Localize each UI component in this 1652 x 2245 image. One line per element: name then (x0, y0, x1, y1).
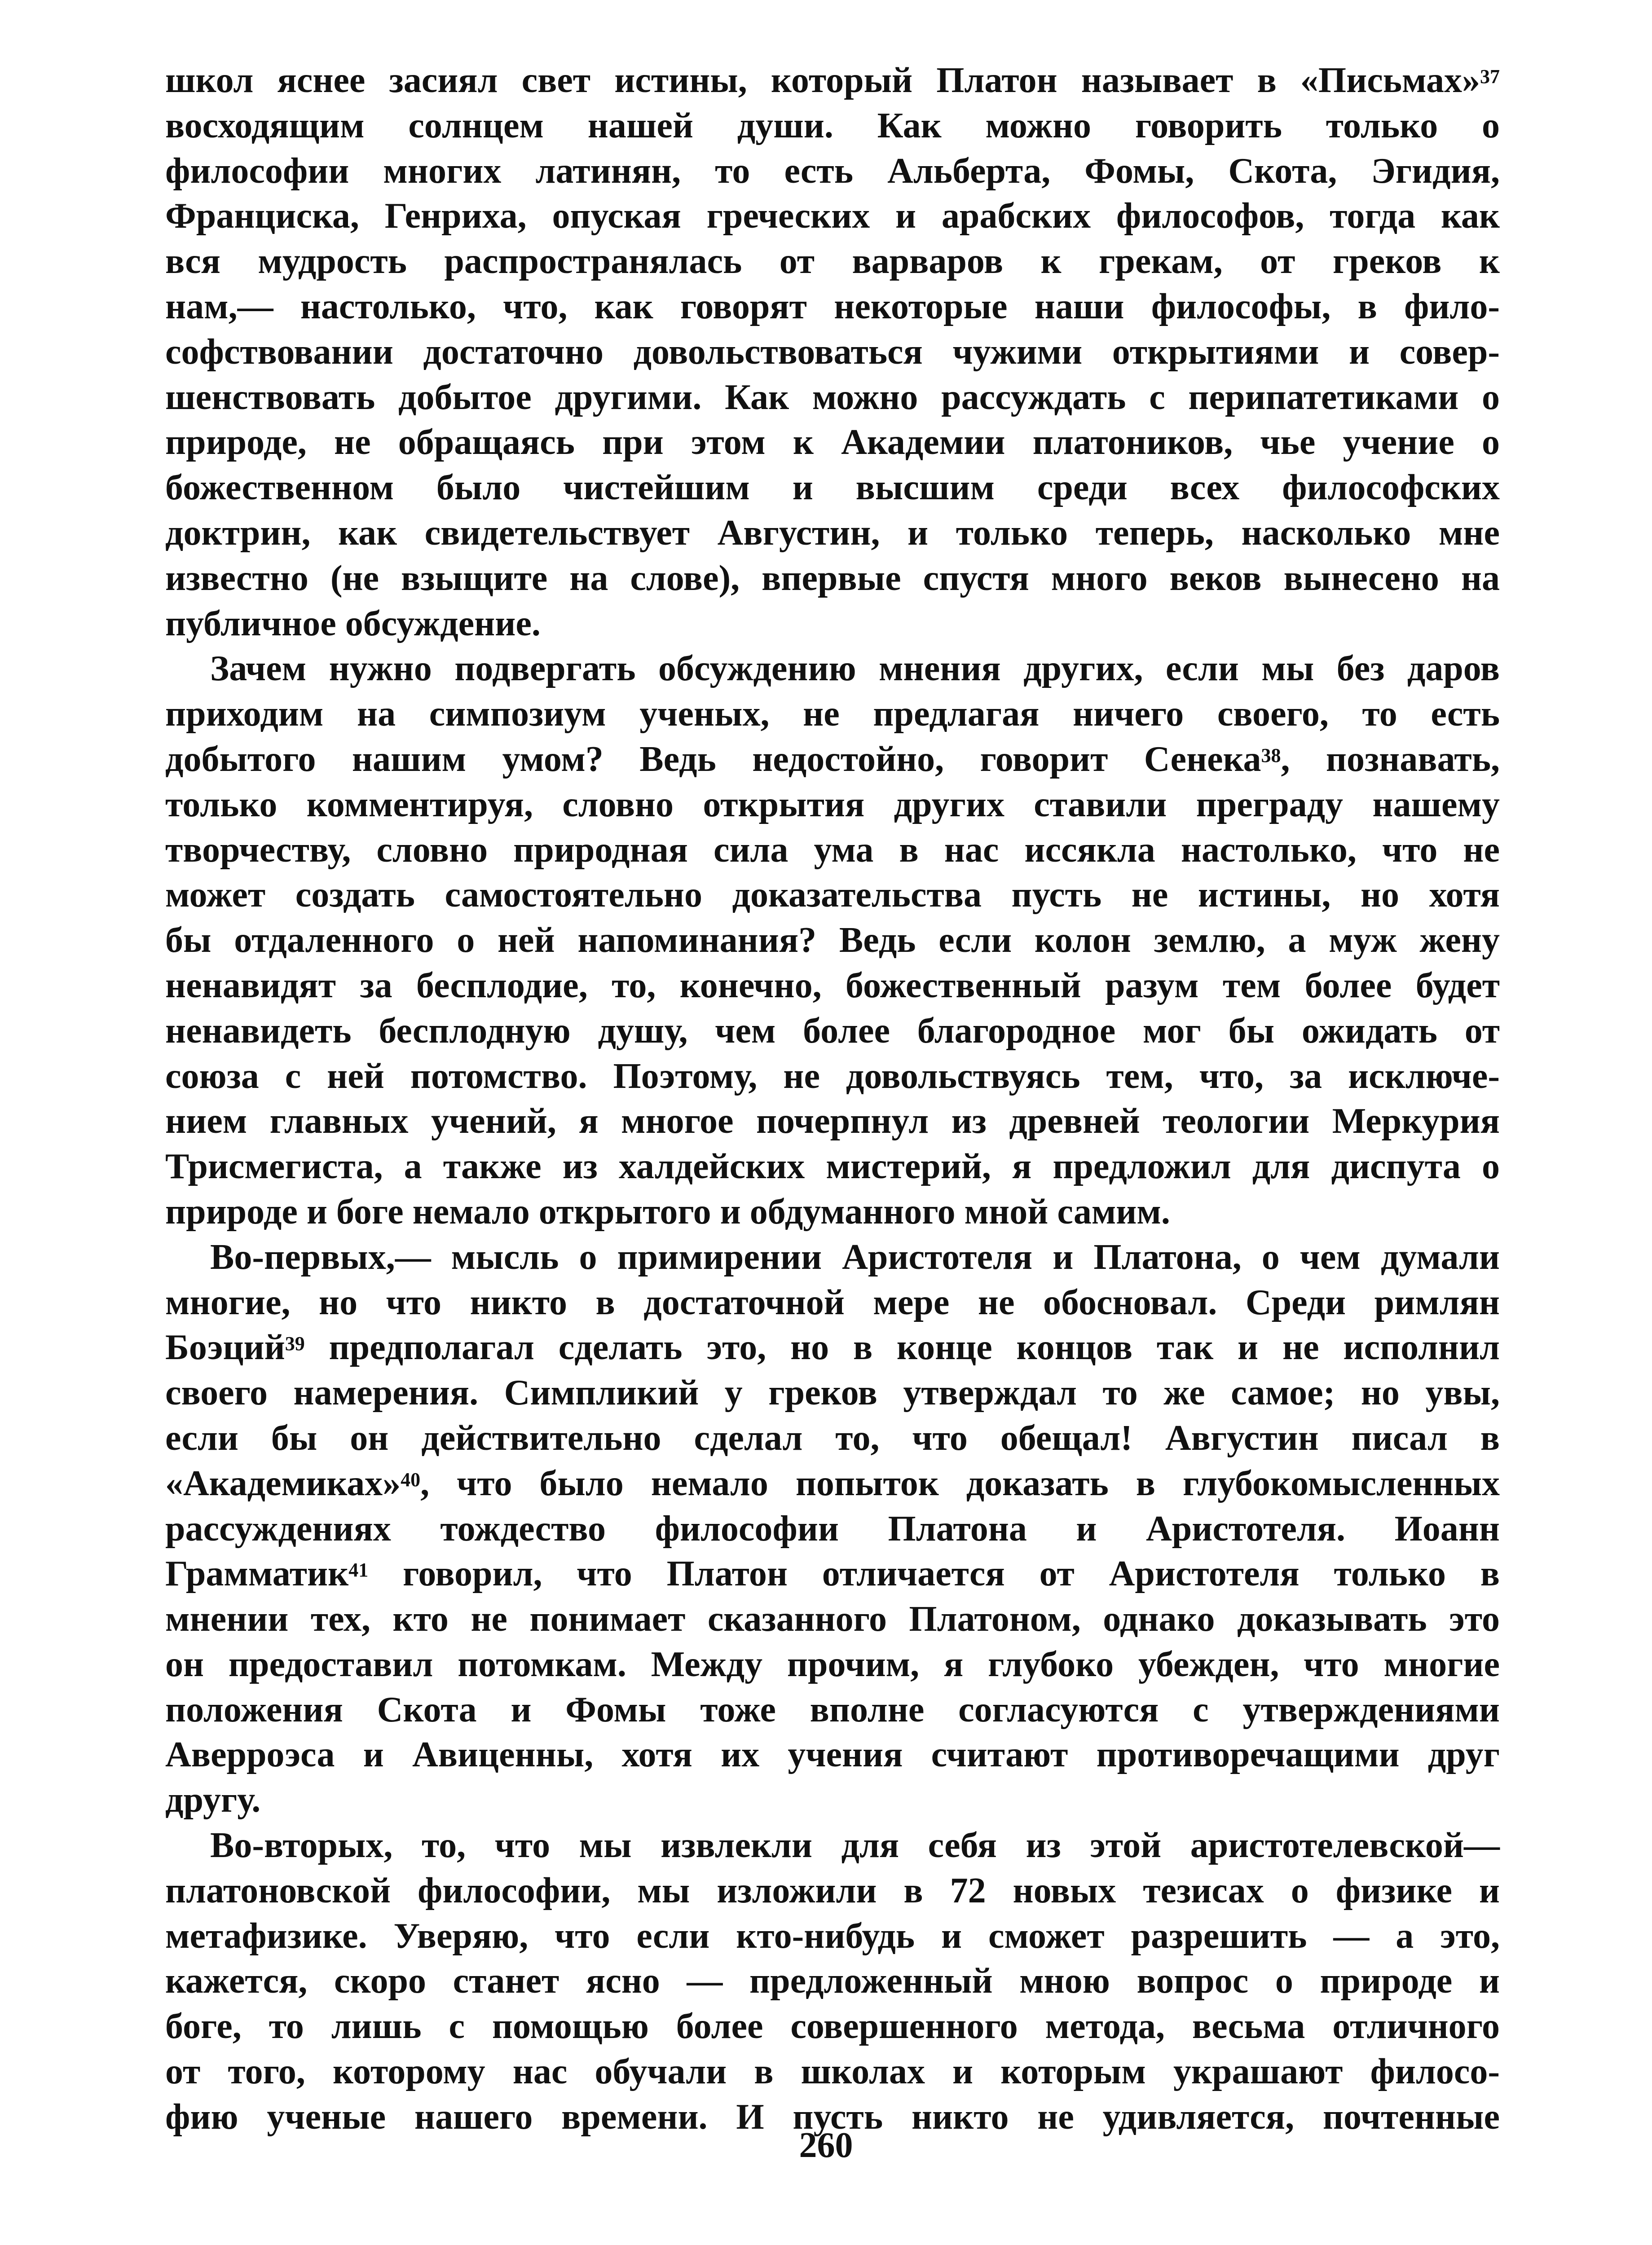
text-line (165, 1280, 1500, 1325)
text-segment: платоновской философии, мы изложили в 72 новых тезисах о физике и (165, 1871, 1500, 1910)
text-line (165, 1642, 1500, 1687)
text-segment: природе, не обращаясь при этом к Академии платоников, чье учение о (165, 423, 1500, 462)
text-line (165, 375, 1500, 420)
text-segment: , что было немало попыток доказать в глубокомысленных (420, 1463, 1500, 1503)
text-line (165, 1054, 1500, 1099)
text-segment: только комментируя, словно открытия других ставили преграду нашему (165, 784, 1500, 824)
text-line (165, 601, 1500, 647)
text-segment: другу. (165, 1780, 261, 1820)
text-line (165, 963, 1500, 1008)
paragraph (165, 1823, 1500, 2140)
text-line (165, 284, 1500, 330)
text-line (165, 465, 1500, 511)
text-segment: положения Скота и Фомы тоже вполне согласуются с утверждениями (165, 1690, 1500, 1730)
text-segment: может создать самостоятельно доказательства пусть не истины, но хотя (165, 875, 1500, 915)
text-segment: бы отдаленного о ней напоминания? Ведь если колон землю, а муж жену (165, 920, 1500, 960)
text-line (165, 239, 1500, 284)
text-segment: доктрин, как свидетельствует Августин, и только теперь, насколько мне (165, 513, 1500, 553)
text-segment: , познавать, (1281, 739, 1500, 779)
text-segment: известно (не взыщите на слове), впервые спустя много веков вынесено на (165, 558, 1500, 598)
text-segment: школ яснее засиял свет истины, который Платон называет в «Письмах» (165, 61, 1480, 100)
footnote-ref: 38 (1261, 744, 1281, 767)
text-line (165, 737, 1500, 782)
text-segment: если бы он действительно сделал то, что обещал! Августин писал в (165, 1418, 1500, 1458)
text-segment: нам,— настолько, что, как говорят некоторые наши философы, в фило- (165, 286, 1500, 326)
footnote-ref: 37 (1480, 66, 1500, 88)
text-segment: восходящим солнцем нашей души. Как можно говорить только о (165, 106, 1500, 145)
text-line (165, 1416, 1500, 1461)
text-segment: Трисмегиста, а также из халдейских мистерий, я предложил для диспута о (165, 1147, 1500, 1187)
text-line (165, 1144, 1500, 1189)
text-segment: боге, то лишь с помощью более совершенного метода, весьма отличного (165, 2007, 1500, 2047)
text-segment: Во-вторых, то, что мы извлекли для себя из этой аристотелевской— (210, 1826, 1500, 1866)
text-line (165, 1914, 1500, 1959)
text-segment: ненавидят за бесплодие, то, конечно, божественный разум тем более будет (165, 965, 1500, 1005)
text-line (165, 2049, 1500, 2095)
text-line (165, 511, 1500, 556)
text-line (165, 1189, 1500, 1235)
text-segment: приходим на симпозиум ученых, не предлагая ничего своего, то есть (165, 694, 1500, 734)
page-body-text (165, 58, 1500, 2140)
footnote-ref: 40 (401, 1468, 421, 1491)
text-line (165, 330, 1500, 375)
text-segment: природе и боге немало открытого и обдуманного мной самим. (165, 1192, 1170, 1232)
text-segment: говорил, что Платон отличается от Аристотеля только в (368, 1554, 1500, 1594)
text-segment: шенствовать добытое другими. Как можно рассуждать с перипатетиками о (165, 377, 1500, 417)
page-number: 260 (799, 2126, 853, 2165)
text-segment: Франциска, Генриха, опуская греческих и арабских философов, тогда как (165, 196, 1500, 236)
text-segment: Грамматик (165, 1554, 349, 1594)
text-segment: мнении тех, кто не понимает сказанного Платоном, однако доказывать это (165, 1599, 1500, 1639)
text-line (165, 1551, 1500, 1597)
text-line (165, 828, 1500, 873)
text-line (165, 1506, 1500, 1552)
text-line (165, 149, 1500, 194)
text-segment: вся мудрость распространялась от варваров к грекам, от греков к (165, 242, 1500, 282)
footnote-ref: 41 (348, 1559, 369, 1581)
text-line (165, 1099, 1500, 1144)
text-segment: творчеству, словно природная сила ума в нас иссякла настолько, что не (165, 830, 1500, 870)
text-line (165, 1597, 1500, 1642)
text-segment: нием главных учений, я многое почерпнул из древней теологии Меркурия (165, 1101, 1500, 1141)
text-line (165, 1008, 1500, 1054)
text-line (165, 556, 1500, 601)
text-segment: метафизике. Уверяю, что если кто-нибудь и сможет разрешить — а это, (165, 1916, 1500, 1956)
text-line (165, 1868, 1500, 1914)
text-segment: добытого нашим умом? Ведь недостойно, говорит Сенека (165, 739, 1261, 779)
paragraph (165, 1235, 1500, 1823)
text-line (165, 872, 1500, 918)
footnote-ref: 39 (285, 1333, 305, 1355)
text-segment: он предоставил потомкам. Между прочим, я глубоко убежден, что многие (165, 1644, 1500, 1684)
text-line (165, 1778, 1500, 1823)
text-line (165, 1959, 1500, 2004)
text-line (165, 103, 1500, 149)
text-line (165, 1461, 1500, 1506)
text-segment: своего намерения. Симпликий у греков утверждал то же самое; но увы, (165, 1373, 1500, 1413)
text-segment: Во-первых,— мысль о примирении Аристотеля и Платона, о чем думали (210, 1237, 1500, 1277)
text-line (165, 58, 1500, 103)
paragraph (165, 646, 1500, 1234)
text-line (165, 194, 1500, 239)
text-line (165, 646, 1500, 691)
text-line (165, 1235, 1500, 1280)
text-segment: божественном было чистейшим и высшим среди всех философских (165, 468, 1500, 508)
text-line (165, 1687, 1500, 1733)
text-segment: софствовании достаточно довольствоваться чужими открытиями и совер- (165, 332, 1500, 372)
text-line (165, 782, 1500, 828)
text-segment: фию ученые нашего времени. И пусть никто не удивляется, почтенные (165, 2097, 1500, 2137)
text-line (165, 1325, 1500, 1370)
text-line (165, 1823, 1500, 1868)
text-line (165, 1370, 1500, 1416)
text-line (165, 1732, 1500, 1778)
text-line (165, 420, 1500, 465)
paragraph (165, 58, 1500, 646)
text-segment: от того, которому нас обучали в школах и которым украшают филосо- (165, 2052, 1500, 2092)
text-segment: философии многих латинян, то есть Альберта, Фомы, Скота, Эгидия, (165, 151, 1500, 191)
text-segment: союза с ней потомство. Поэтому, не довольствуясь тем, что, за исключе- (165, 1056, 1500, 1096)
text-line (165, 2004, 1500, 2049)
text-segment: «Академиках» (165, 1463, 401, 1503)
text-line (165, 918, 1500, 963)
text-segment: кажется, скоро станет ясно — предложенный мною вопрос о природе и (165, 1961, 1500, 2001)
text-segment: Боэций (165, 1328, 285, 1368)
text-segment: многие, но что никто в достаточной мере не обосновал. Среди римлян (165, 1282, 1500, 1322)
text-segment: рассуждениях тождество философии Платона и Аристотеля. Иоанн (165, 1509, 1500, 1549)
text-segment: публичное обсуждение. (165, 603, 541, 643)
text-segment: Зачем нужно подвергать обсуждению мнения других, если мы без даров (210, 649, 1500, 689)
text-line (165, 691, 1500, 737)
text-segment: ненавидеть бесплодную душу, чем более благородное мог бы ожидать от (165, 1011, 1500, 1051)
text-segment: предполагал сделать это, но в конце концов так и не исполнил (304, 1328, 1500, 1368)
text-segment: Аверроэса и Авиценны, хотя их учения считают противоречащими друг (165, 1735, 1500, 1775)
